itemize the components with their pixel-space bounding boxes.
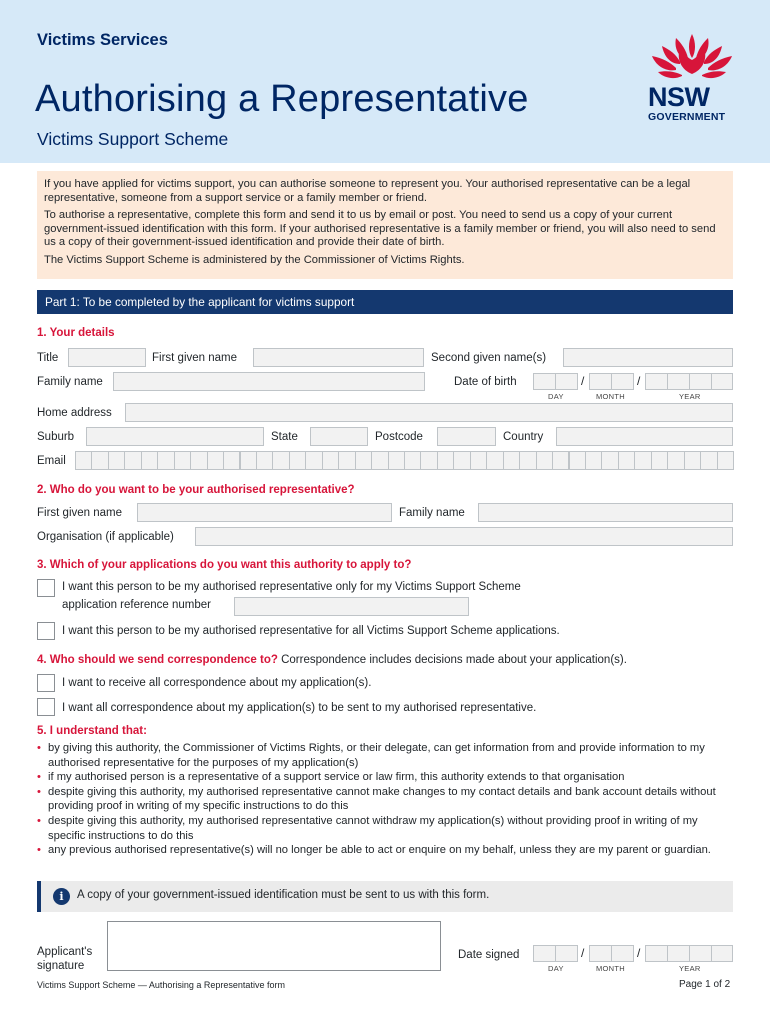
bullet-icon: •	[37, 785, 41, 798]
email-char-cell[interactable]	[108, 451, 125, 470]
dob-year-cell[interactable]	[711, 373, 733, 390]
email-char-cell[interactable]	[190, 451, 207, 470]
intro-paragraph: To authorise a representative, complete this form and send it to us by email or post. You need to send us a copy of your current government-issued identification with this form. If your authorised representative is a family member or friend, you will also need to send us a copy of their government-issued identification and provide their date of birth.	[44, 209, 716, 249]
bullet-icon: •	[37, 814, 41, 827]
state-label: State	[271, 431, 298, 443]
signed-year-cell[interactable]	[689, 945, 712, 962]
email-char-cell[interactable]	[404, 451, 421, 470]
family-name-field[interactable]	[113, 372, 425, 391]
date-separator: /	[581, 374, 585, 388]
home-address-label: Home address	[37, 407, 112, 419]
section1-heading: 1. Your details	[37, 327, 115, 339]
email-char-cell[interactable]	[124, 451, 141, 470]
signature-label-line1: Applicant's	[37, 946, 93, 958]
list-item: • despite giving this authority, my authorised representative cannot withdraw my application(s) without providing proof in writing of my specific instructions to do this	[37, 814, 698, 842]
email-char-cell[interactable]	[289, 451, 306, 470]
email-char-cell[interactable]	[75, 451, 92, 470]
email-char-cell[interactable]	[420, 451, 437, 470]
postcode-field[interactable]	[437, 427, 496, 446]
email-char-cell[interactable]	[371, 451, 388, 470]
dob-year-cell[interactable]	[689, 373, 712, 390]
date-separator: /	[637, 374, 641, 388]
email-char-cell[interactable]	[667, 451, 684, 470]
list-item: • by giving this authority, the Commissioner of Victims Rights, or their delegate, can get information from and provide information to my authorised representative for the purposes of my application(s)	[37, 742, 705, 769]
intro-paragraph: The Victims Support Scheme is administered by the Commissioner of Victims Rights.	[44, 253, 465, 266]
email-char-cell[interactable]	[437, 451, 454, 470]
dob-month-cell[interactable]	[611, 373, 634, 390]
date-separator: /	[581, 946, 585, 960]
title-field[interactable]	[68, 348, 146, 367]
first-name-field[interactable]	[253, 348, 424, 367]
email-char-cell[interactable]	[453, 451, 470, 470]
section2-heading: 2. Who do you want to be your authorised representative?	[37, 484, 355, 496]
month-caption: MONTH	[596, 964, 625, 973]
email-char-cell[interactable]	[305, 451, 322, 470]
email-char-cell[interactable]	[207, 451, 224, 470]
receive-correspondence-checkbox[interactable]	[37, 674, 55, 692]
signed-year-cell[interactable]	[645, 945, 668, 962]
email-char-cell[interactable]	[700, 451, 717, 470]
year-caption: YEAR	[679, 392, 701, 401]
email-char-cell[interactable]	[486, 451, 503, 470]
email-char-cell[interactable]	[338, 451, 355, 470]
email-char-cell[interactable]	[601, 451, 618, 470]
bullet-icon: •	[37, 844, 41, 857]
dob-day-cell[interactable]	[533, 373, 556, 390]
section3-heading: 3. Which of your applications do you want this authority to apply to?	[37, 559, 412, 571]
email-char-cell[interactable]	[355, 451, 372, 470]
dob-day-cell[interactable]	[555, 373, 578, 390]
signed-year-cell[interactable]	[667, 945, 690, 962]
bullet-icon: •	[37, 771, 41, 784]
reference-number-label: application reference number	[62, 599, 211, 611]
waratah-logo-icon	[646, 30, 738, 82]
date-signed-label: Date signed	[458, 949, 520, 961]
rep-first-name-label: First given name	[37, 507, 123, 519]
dob-month-cell[interactable]	[589, 373, 612, 390]
title-label: Title	[37, 352, 59, 364]
dob-label: Date of birth	[454, 376, 517, 388]
email-char-cell[interactable]	[91, 451, 108, 470]
email-label: Email	[37, 455, 66, 467]
email-char-cell[interactable]	[256, 451, 273, 470]
date-separator: /	[637, 946, 641, 960]
email-char-cell[interactable]	[174, 451, 191, 470]
suburb-label: Suburb	[37, 431, 75, 443]
email-char-cell[interactable]	[634, 451, 651, 470]
list-item: • despite giving this authority, my authorised representative cannot make changes to my contact details and bank account details without providing proof in writing of my specific instructions to do this	[37, 785, 716, 813]
day-caption: DAY	[548, 964, 564, 973]
list-item: • if my authorised person is a representative of a support service or law firm, this authority extends to that organisation	[37, 771, 625, 784]
section4-heading-note: Correspondence includes decisions made about your application(s).	[281, 654, 627, 666]
dob-year-cell[interactable]	[645, 373, 668, 390]
organisation-field[interactable]	[195, 527, 733, 546]
dob-year-cell[interactable]	[667, 373, 690, 390]
country-label: Country	[503, 431, 544, 443]
postcode-label: Postcode	[375, 431, 423, 443]
organisation-label: Organisation (if applicable)	[37, 531, 174, 543]
intro-paragraph: If you have applied for victims support, you can authorise someone to represent you. Your authorised representative can be a legal representative, someone from a support service or a family member or friend.	[44, 178, 691, 204]
section4-heading-text: 4. Who should we send correspondence to?	[37, 654, 278, 666]
signed-month-cell[interactable]	[589, 945, 612, 962]
signed-year-cell[interactable]	[711, 945, 733, 962]
apply-specific-label: I want this person to be my authorised representative only for my Victims Support Scheme	[62, 581, 521, 593]
country-field[interactable]	[556, 427, 733, 446]
home-address-field[interactable]	[125, 403, 733, 422]
day-caption: DAY	[548, 392, 564, 401]
second-name-label: Second given name(s)	[431, 352, 547, 364]
apply-all-label: I want this person to be my authorised representative for all Victims Support Scheme applications.	[62, 625, 560, 637]
intro-panel	[37, 171, 733, 279]
header-eyebrow: Victims Services	[37, 31, 168, 49]
signed-day-cell[interactable]	[555, 945, 578, 962]
year-caption: YEAR	[679, 964, 701, 973]
section5-heading: 5. I understand that:	[37, 725, 147, 737]
email-char-cell[interactable]	[157, 451, 174, 470]
email-field[interactable]	[75, 451, 733, 470]
second-name-field[interactable]	[563, 348, 733, 367]
page-title: Authorising a Representative	[35, 78, 529, 120]
rep-first-name-field[interactable]	[137, 503, 392, 522]
email-char-cell[interactable]	[569, 451, 586, 470]
month-caption: MONTH	[596, 392, 625, 401]
email-char-cell[interactable]	[141, 451, 158, 470]
email-char-cell[interactable]	[388, 451, 405, 470]
email-char-cell[interactable]	[717, 451, 734, 470]
nsw-logo-text: NSW	[648, 82, 710, 112]
signature-label-line2: signature	[37, 960, 85, 972]
list-item: • any previous authorised representative(s) will no longer be able to act or enquire on my behalf, unless they are my parent or guardian.	[37, 844, 711, 857]
rep-correspondence-checkbox[interactable]	[37, 698, 55, 716]
first-name-label: First given name	[152, 352, 238, 364]
rep-family-name-field[interactable]	[478, 503, 733, 522]
email-char-cell[interactable]	[585, 451, 602, 470]
page-subtitle: Victims Support Scheme	[37, 129, 229, 149]
email-char-cell[interactable]	[684, 451, 701, 470]
email-char-cell[interactable]	[322, 451, 339, 470]
email-char-cell[interactable]	[519, 451, 536, 470]
email-char-cell[interactable]	[552, 451, 569, 470]
id-note-text: A copy of your government-issued identification must be sent to us with this form.	[77, 889, 490, 901]
rep-family-name-label: Family name	[399, 507, 465, 519]
family-name-label: Family name	[37, 376, 103, 388]
state-field[interactable]	[310, 427, 368, 446]
suburb-field[interactable]	[86, 427, 264, 446]
reference-number-field[interactable]	[234, 597, 469, 616]
email-char-cell[interactable]	[470, 451, 487, 470]
nsw-logo-subtext: GOVERNMENT	[648, 111, 726, 123]
email-char-cell[interactable]	[240, 451, 257, 470]
email-char-cell[interactable]	[536, 451, 553, 470]
email-char-cell[interactable]	[618, 451, 635, 470]
info-icon: i	[53, 888, 70, 905]
bullet-icon: •	[37, 742, 41, 754]
footer-form-name: Victims Support Scheme — Authorising a Representative form	[37, 980, 285, 990]
rep-correspondence-label: I want all correspondence about my application(s) to be sent to my authorised representative.	[62, 702, 537, 714]
signed-month-cell[interactable]	[611, 945, 634, 962]
understanding-list	[37, 741, 737, 858]
email-char-cell[interactable]	[503, 451, 520, 470]
signature-box[interactable]	[107, 921, 441, 971]
signed-day-cell[interactable]	[533, 945, 556, 962]
apply-all-checkbox[interactable]	[37, 622, 55, 640]
receive-correspondence-label: I want to receive all correspondence about my application(s).	[62, 677, 372, 689]
apply-specific-checkbox[interactable]	[37, 579, 55, 597]
part1-heading: Part 1: To be completed by the applicant for victims support	[37, 290, 733, 314]
section4-heading	[37, 654, 627, 666]
email-char-cell[interactable]	[272, 451, 289, 470]
email-char-cell[interactable]	[651, 451, 668, 470]
email-char-cell[interactable]	[223, 451, 240, 470]
footer-page-number: Page 1 of 2	[679, 979, 731, 990]
